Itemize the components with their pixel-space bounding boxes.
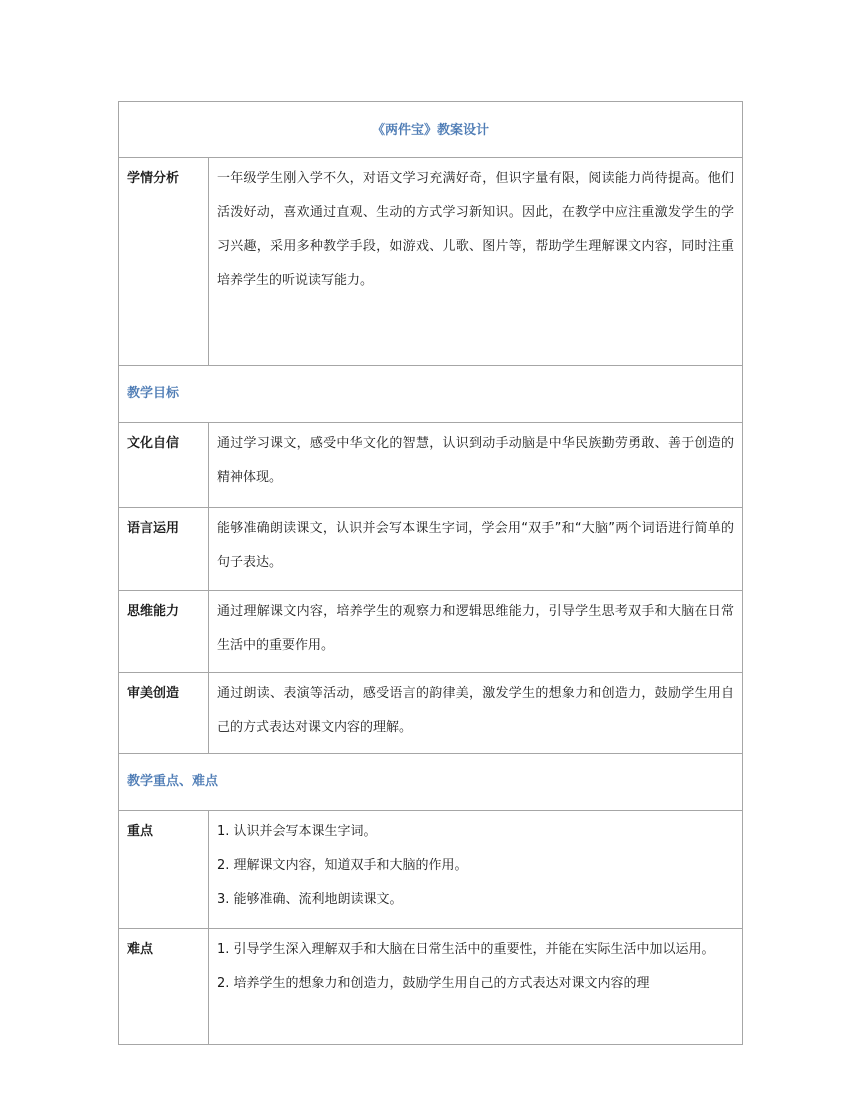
difficulties-label: 难点	[119, 929, 209, 1045]
goal-label-thinking: 思维能力	[119, 591, 209, 673]
difficulty-item: 2. 培养学生的想象力和创造力，鼓励学生用自己的方式表达对课文内容的理	[217, 976, 650, 991]
goal-text-thinking: 通过理解课文内容，培养学生的观察力和逻辑思维能力，引导学生思考双手和大脑在日常生活中的重要作用。	[209, 591, 743, 673]
document-title: 《两件宝》教案设计	[372, 122, 490, 138]
difficulties-list	[209, 929, 743, 1045]
key-points-list	[209, 811, 743, 929]
goals-heading: 教学目标	[119, 366, 743, 423]
goal-label-language: 语言运用	[119, 508, 209, 591]
key-point-item: 2. 理解课文内容，知道双手和大脑的作用。	[217, 858, 468, 873]
goal-text-language: 能够准确朗读课文，认识并会写本课生字词，学会用“双手”和“大脑”两个词语进行简单的句子表达。	[209, 508, 743, 591]
key-points-heading: 教学重点、难点	[119, 754, 743, 811]
learning-analysis-row	[119, 158, 743, 366]
learning-analysis-label: 学情分析	[119, 158, 209, 366]
learning-analysis-text: 一年级学生刚入学不久，对语文学习充满好奇，但识字量有限，阅读能力尚待提高。他们活泼好动，喜欢通过直观、生动的方式学习新知识。因此，在教学中应注重激发学生的学习兴趣，采用多种教学手段，如游戏、儿歌、图片等，帮助学生理解课文内容，同时注重培养学生的听说读写能力。	[209, 158, 743, 366]
goal-row	[119, 423, 743, 508]
goal-row	[119, 591, 743, 673]
key-points-label: 重点	[119, 811, 209, 929]
lesson-plan-table	[118, 101, 743, 1045]
key-points-row	[119, 811, 743, 929]
goal-label-culture: 文化自信	[119, 423, 209, 508]
goal-text-aesthetic: 通过朗读、表演等活动，感受语言的韵律美，激发学生的想象力和创造力，鼓励学生用自己的方式表达对课文内容的理解。	[209, 673, 743, 754]
title-row	[119, 102, 743, 158]
key-points-heading-row	[119, 754, 743, 811]
goal-text-culture: 通过学习课文，感受中华文化的智慧，认识到动手动脑是中华民族勤劳勇敢、善于创造的精神体现。	[209, 423, 743, 508]
goals-heading-row	[119, 366, 743, 423]
key-point-item: 3. 能够准确、流利地朗读课文。	[217, 892, 403, 907]
goal-label-aesthetic: 审美创造	[119, 673, 209, 754]
document-title-cell	[119, 102, 743, 158]
goal-row	[119, 673, 743, 754]
key-point-item: 1. 认识并会写本课生字词。	[217, 824, 377, 839]
difficulty-item: 1. 引导学生深入理解双手和大脑在日常生活中的重要性，并能在实际生活中加以运用。	[217, 942, 715, 957]
goal-row	[119, 508, 743, 591]
difficulties-row	[119, 929, 743, 1045]
